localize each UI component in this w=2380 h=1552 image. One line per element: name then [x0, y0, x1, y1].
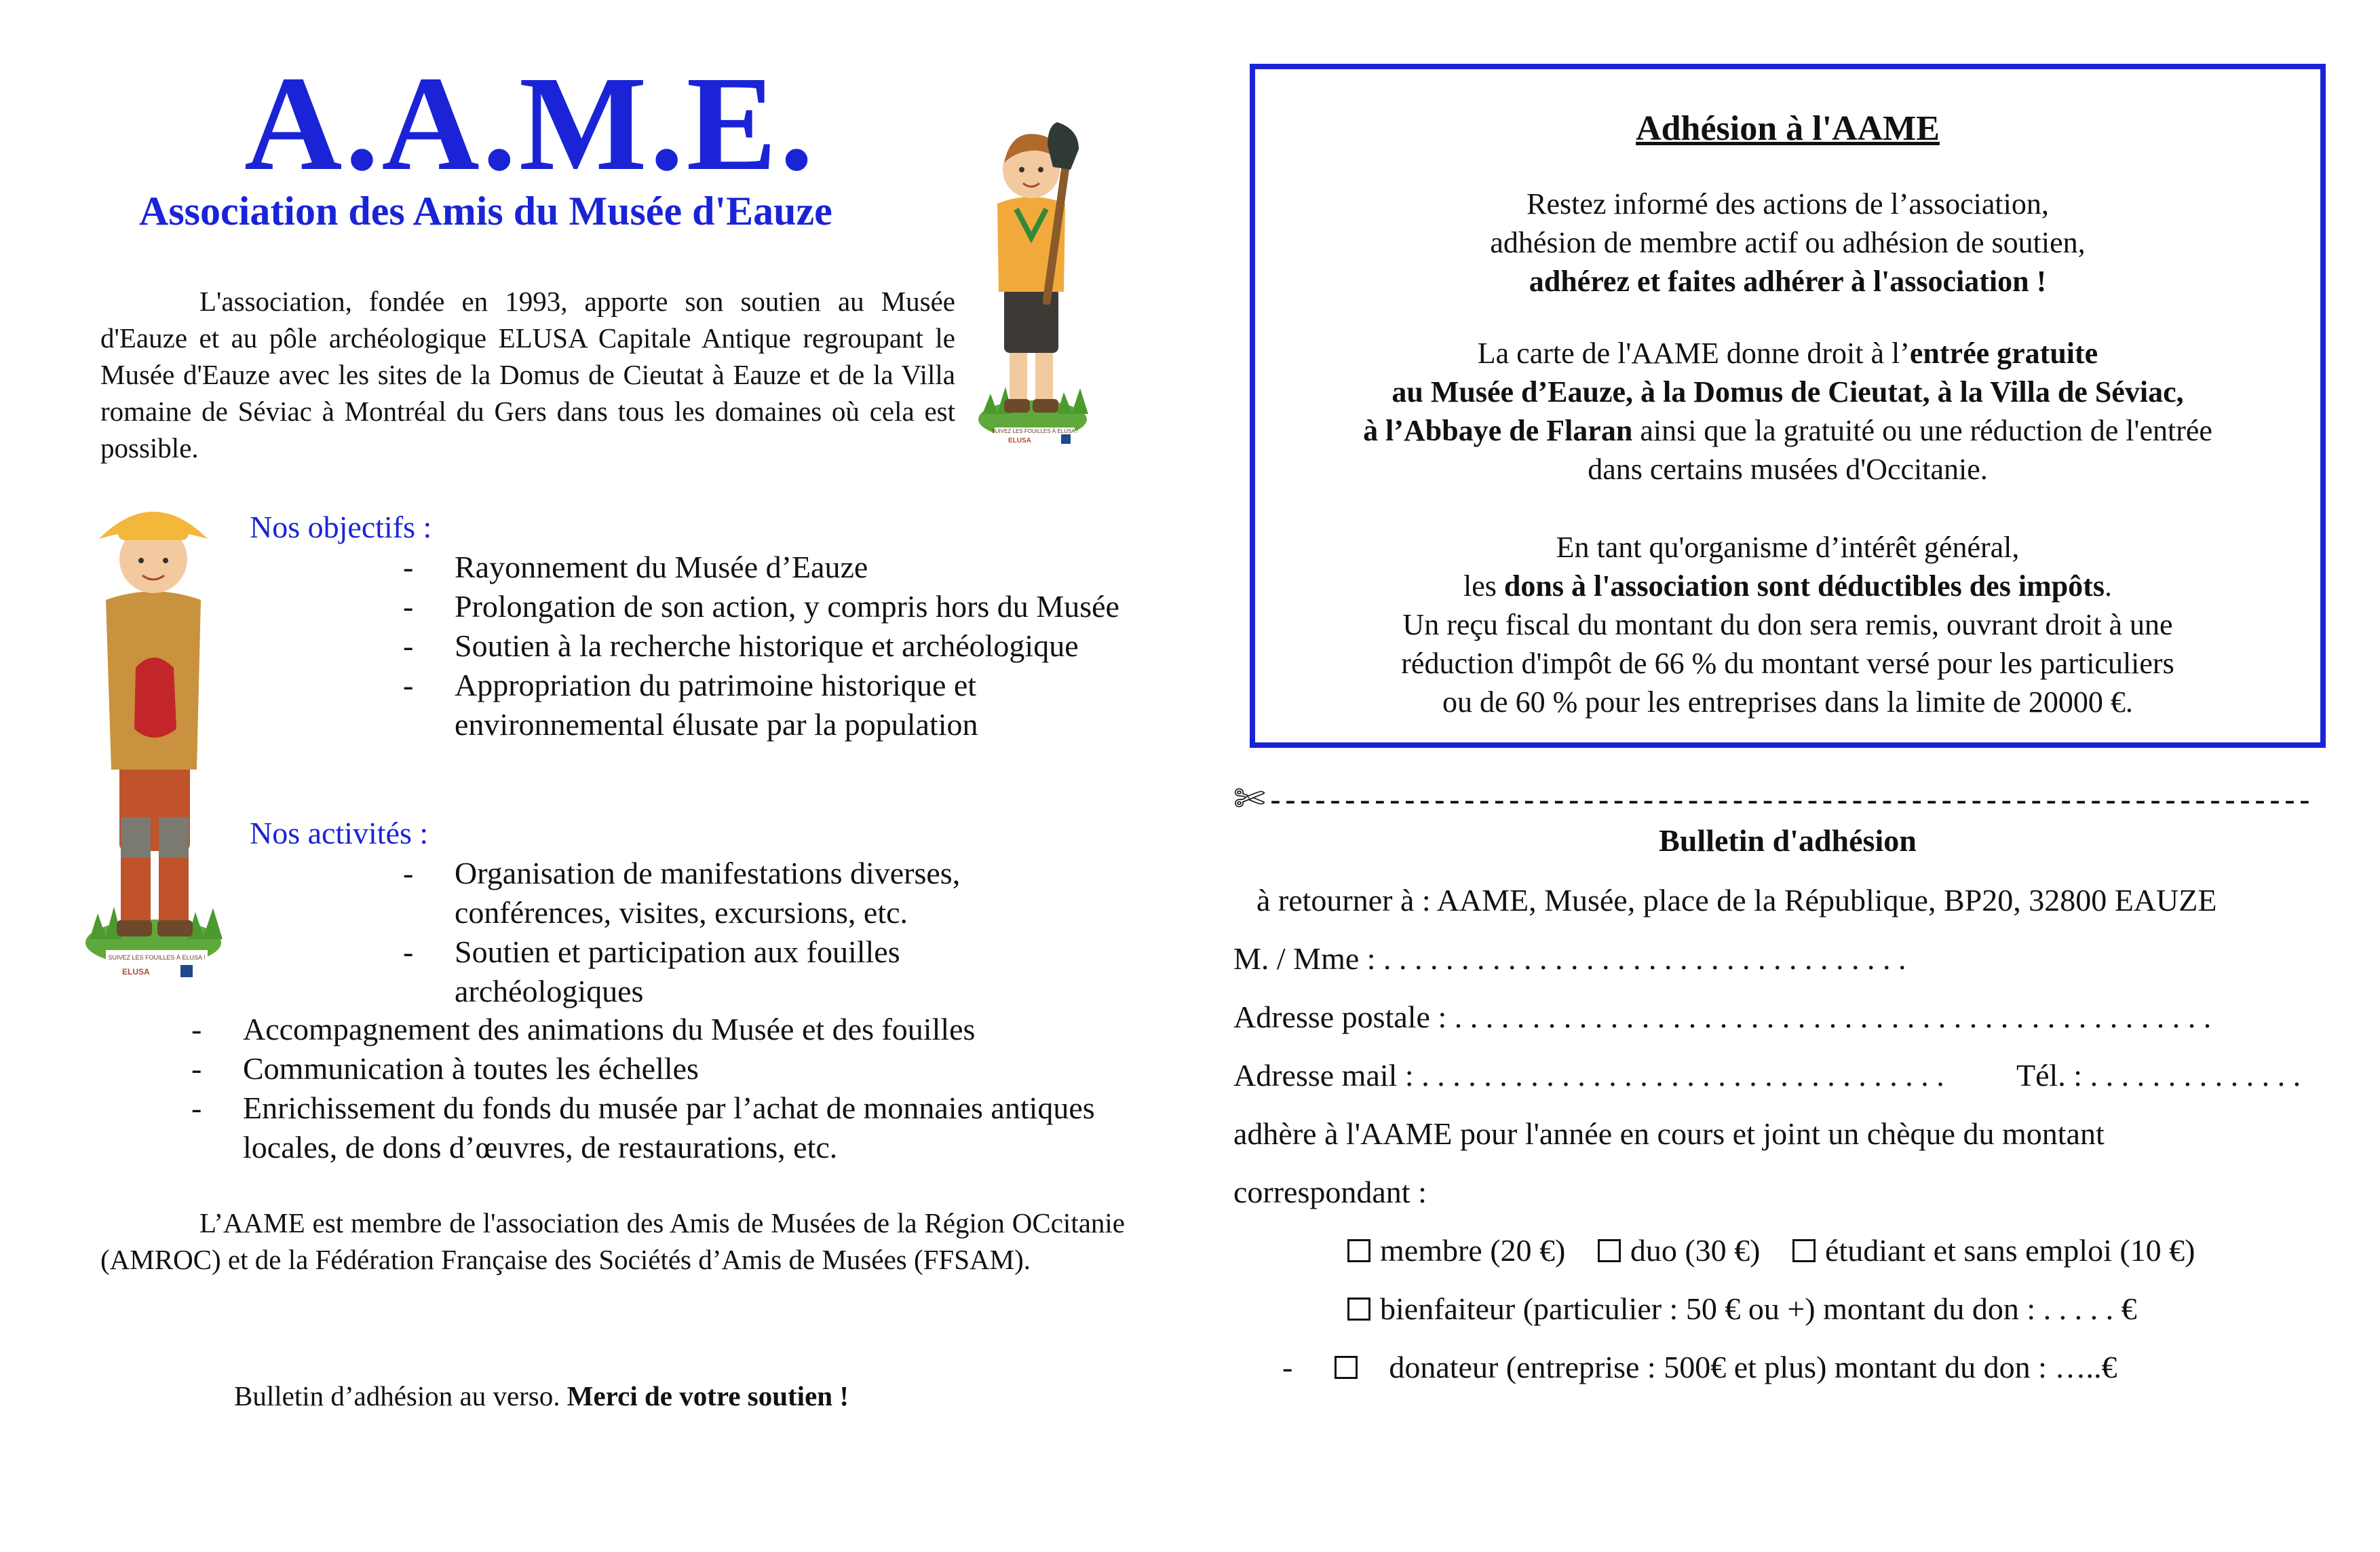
objective-item: - Soutien à la recherche historique et archéologique: [403, 626, 1163, 666]
option-label: bienfaiteur (particulier : 50 € ou +) montant du don : . . . . . €: [1380, 1291, 2137, 1326]
phone-field[interactable]: Tél. : . . . . . . . . . . . . . .: [2016, 1058, 2301, 1093]
checkbox[interactable]: [1347, 1239, 1370, 1262]
figure-caption-2: SUIVEZ LES FOUILLES À ELUSA !: [108, 954, 206, 961]
archaeologist-boy-image: [977, 95, 1092, 448]
thanks-text: Merci de votre soutien !: [567, 1380, 849, 1412]
adhesion-info-box: [1250, 64, 2326, 748]
activity-item: - Soutien et participation aux fouilles archéologiques: [403, 932, 1081, 1011]
adhesion-intro-line: adhésion de membre actif ou adhésion de soutien,: [1490, 226, 2086, 259]
tax-info-line: réduction d'impôt de 66 % du montant versé pour les particuliers: [1401, 647, 2174, 680]
activities-list-continued: [191, 1010, 1128, 1167]
card-benefits-text: ainsi que la gratuité ou une réduction de l'entrée: [1632, 414, 2212, 447]
adhere-statement: adhère à l'AAME pour l'année en cours et joint un chèque du montant: [1233, 1116, 2105, 1151]
intro-paragraph: L'association, fondée en 1993, apporte son soutien au Musée d'Eauze et au pôle archéologique ELUSA Capitale Antique regroupant le Musée d'Eauze avec les sites de la Domus de Cieutat à Eauze et de la Villa romaine de Séviac à Montréal du Gers dans tous les domaines où cela est possible.: [100, 286, 955, 463]
archaeologist-girl-illustration: [85, 491, 228, 980]
membership-paragraph: L’AAME est membre de l'association des Amis de Musées de la Région OCcitanie (AMROC) et de la Fédération Française des Sociétés d’Amis de Musées (FFSAM).: [100, 1207, 1125, 1275]
activities-list: [403, 854, 1081, 1011]
elusa-logo-2: ELUSA: [122, 967, 150, 977]
checkbox[interactable]: [1347, 1298, 1370, 1321]
option-membre[interactable]: [1347, 1231, 1565, 1270]
objectives-list: [403, 548, 1163, 744]
tax-info-line: [1255, 567, 2320, 605]
option-bienfaiteur[interactable]: [1347, 1289, 2137, 1329]
checkbox[interactable]: [1598, 1239, 1621, 1262]
card-benefits-line: [1255, 411, 2320, 450]
adhere-statement-cont: correspondant :: [1233, 1175, 1427, 1209]
verso-text: Bulletin d’adhésion au verso.: [234, 1380, 560, 1412]
adhesion-title: Adhésion à l'AAME: [1636, 109, 1940, 148]
bulletin-title: Bulletin d'adhésion: [1659, 823, 1917, 858]
adhesion-intro-line: adhérez et faites adhérer à l'association !: [1529, 265, 2047, 298]
objectives-heading: Nos objectifs :: [250, 510, 432, 544]
page-title: A.A.M.E.: [244, 49, 817, 199]
verso-note: [234, 1378, 849, 1414]
activity-item: - Enrichissement du fonds du musée par l’achat de monnaies antiques locales, de dons d’œuvres, de restaurations, etc.: [191, 1089, 1128, 1167]
activity-item: - Organisation de manifestations diverses, conférences, visites, excursions, etc.: [403, 854, 1081, 932]
option-label: donateur (entreprise : 500€ et plus) montant du don : …..€: [1389, 1350, 2117, 1384]
objective-item: - Rayonnement du Musée d’Eauze: [403, 548, 1163, 587]
checkbox[interactable]: [1792, 1239, 1816, 1262]
tax-info-text: .: [2104, 569, 2112, 603]
option-label: membre (20 €): [1380, 1233, 1566, 1268]
postal-address-field[interactable]: Adresse postale : . . . . . . . . . . . . . . . . . . . . . . . . . . . . . . . . . . . . . . . . . . . . . . . . .: [1233, 1000, 2212, 1034]
card-benefits-line: dans certains musées d'Occitanie.: [1588, 453, 1988, 486]
card-benefits-bold: entrée gratuite: [1909, 337, 2098, 370]
card-benefits-text: La carte de l'AAME donne droit à l’: [1477, 337, 1910, 370]
elusa-logo: ELUSA: [1008, 437, 1031, 444]
archaeologist-girl-image: [85, 491, 228, 980]
checkbox[interactable]: [1335, 1356, 1358, 1379]
tax-info-line: ou de 60 % pour les entreprises dans la limite de 20000 €.: [1442, 685, 2133, 719]
objective-item: - Prolongation de son action, y compris hors du Musée: [403, 587, 1163, 626]
card-benefits: [1255, 334, 2320, 489]
membership-options-row: [1347, 1231, 2220, 1270]
card-benefits-line: au Musée d’Eauze, à la Domus de Cieutat, à la Villa de Séviac,: [1391, 375, 2184, 409]
option-label: étudiant et sans emploi (10 €): [1825, 1233, 2195, 1268]
activities-heading: Nos activités :: [250, 816, 429, 850]
adhesion-intro: [1255, 185, 2320, 301]
bullet-dash: -: [1282, 1350, 1293, 1384]
return-address: à retourner à : AAME, Musée, place de la République, BP20, 32800 EAUZE: [1256, 883, 2217, 917]
cut-line: ----------------------------------------------------------------------: [1270, 782, 2314, 818]
email-field[interactable]: Adresse mail : . . . . . . . . . . . . . . . . . . . . . . . . . . . . . . . . . .: [1233, 1058, 1944, 1093]
scissors-icon: ✄: [1233, 777, 1265, 821]
option-duo[interactable]: [1598, 1231, 1761, 1270]
option-donateur[interactable]: [1282, 1348, 2117, 1387]
tax-info-text: les: [1463, 569, 1504, 603]
option-label: duo (30 €): [1630, 1233, 1761, 1268]
card-benefits-bold: à l’Abbaye de Flaran: [1363, 414, 1633, 447]
tax-info-line: Un reçu fiscal du montant du don sera remis, ouvrant droit à une: [1402, 608, 2173, 641]
tax-info-line: En tant qu'organisme d’intérêt général,: [1556, 531, 2020, 564]
adhesion-intro-line: Restez informé des actions de l’association,: [1527, 187, 2049, 221]
name-field[interactable]: M. / Mme : . . . . . . . . . . . . . . . . . . . . . . . . . . . . . . . . . .: [1233, 941, 1906, 976]
archaeologist-boy-illustration: [977, 95, 1092, 448]
tax-info: [1255, 528, 2320, 721]
figure-caption: SUIVEZ LES FOUILLES À ELUSA !: [991, 428, 1078, 434]
card-benefits-line: [1255, 334, 2320, 373]
objective-item: - Appropriation du patrimoine historique et environnemental élusate par la population: [403, 666, 1163, 744]
option-etudiant[interactable]: [1792, 1231, 2195, 1270]
page-subtitle: Association des Amis du Musée d'Eauze: [139, 189, 832, 233]
activity-item: - Communication à toutes les échelles: [191, 1049, 1128, 1089]
activity-item: - Accompagnement des animations du Musée et des fouilles: [191, 1010, 1128, 1049]
tax-info-bold: dons à l'association sont déductibles des impôts: [1503, 569, 2105, 603]
